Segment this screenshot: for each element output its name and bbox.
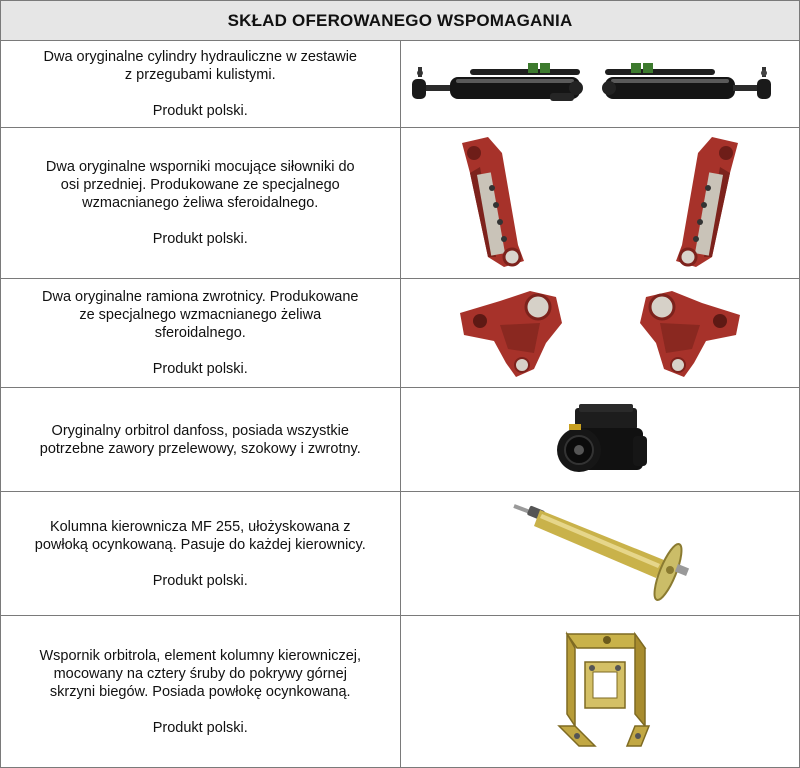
- orbitrol-image: [545, 400, 655, 480]
- knuckle-arm-left: [460, 291, 562, 377]
- description-line: Dwa oryginalne ramiona zwrotnicy. Produkowane: [42, 289, 359, 305]
- description-line: wzmacnianego żeliwa sferoidalnego.: [82, 195, 319, 211]
- table-row: [1, 41, 800, 128]
- description-line: Kolumna kierownicza MF 255, ułożyskowana z: [49, 518, 351, 535]
- description-line: sferoidalnego.: [154, 325, 246, 341]
- table-row: [1, 492, 800, 616]
- table-title: SKŁAD OFEROWANEGO WSPOMAGANIA: [1, 1, 800, 41]
- description-line: Wspornik orbitrola, element kolumny kierowniczej,: [39, 647, 362, 664]
- table-row: [1, 388, 800, 492]
- steering-knuckle-arms-image: [450, 283, 750, 383]
- row-image: [400, 388, 800, 492]
- hydraulic-cylinder-left: [412, 63, 583, 101]
- row-description: [1, 41, 401, 128]
- row-image: [400, 279, 800, 388]
- hydraulic-cylinders-image: [410, 49, 790, 119]
- table-row: [1, 128, 800, 279]
- bracket-right: [676, 137, 738, 267]
- table-row: [1, 616, 800, 768]
- product-origin-note: Produkt polski.: [152, 719, 248, 736]
- description-line: skrzyni biegów. Posiada powłokę ocynkowaną.: [49, 683, 351, 700]
- table-row: [1, 279, 800, 388]
- description-line: osi przedniej. Produkowane ze specjalnego: [60, 177, 340, 193]
- row-description: [1, 616, 401, 768]
- description-line: mocowany na cztery śruby do pokrywy górnej: [53, 665, 347, 682]
- row-description: [1, 388, 401, 492]
- row-description: [1, 279, 401, 388]
- description-line: Dwa oryginalne cylindry hydrauliczne w zestawie: [43, 49, 357, 65]
- cylinder-brackets-image: [440, 133, 760, 273]
- description-line: z przegubami kulistymi.: [124, 67, 276, 83]
- description-line: ze specjalnego wzmacnianego żeliwa: [79, 307, 322, 323]
- product-origin-note: Produkt polski.: [152, 231, 248, 247]
- row-description: [1, 128, 401, 279]
- product-origin-note: Produkt polski.: [152, 572, 248, 589]
- product-origin-note: Produkt polski.: [152, 361, 248, 377]
- steering-column-image: [500, 498, 700, 610]
- hydraulic-cylinder-right: [602, 63, 771, 99]
- row-image: [400, 128, 800, 279]
- knuckle-arm-right: [640, 291, 740, 377]
- row-image: [400, 41, 800, 128]
- row-image: [400, 492, 800, 616]
- row-image: [400, 616, 800, 768]
- row-description: [1, 492, 401, 616]
- description-line: potrzebne zawory przelewowy, szokowy i zwrotny.: [39, 440, 361, 457]
- bracket-left: [462, 137, 524, 267]
- description-line: Dwa oryginalne wsporniki mocujące siłowniki do: [45, 159, 355, 175]
- description-line: powłoką ocynkowaną. Pasuje do każdej kierownicy.: [34, 536, 366, 553]
- product-origin-note: Produkt polski.: [152, 103, 248, 119]
- orbitrol-bracket-image: [545, 622, 655, 762]
- description-line: Oryginalny orbitrol danfoss, posiada wszystkie: [51, 422, 349, 439]
